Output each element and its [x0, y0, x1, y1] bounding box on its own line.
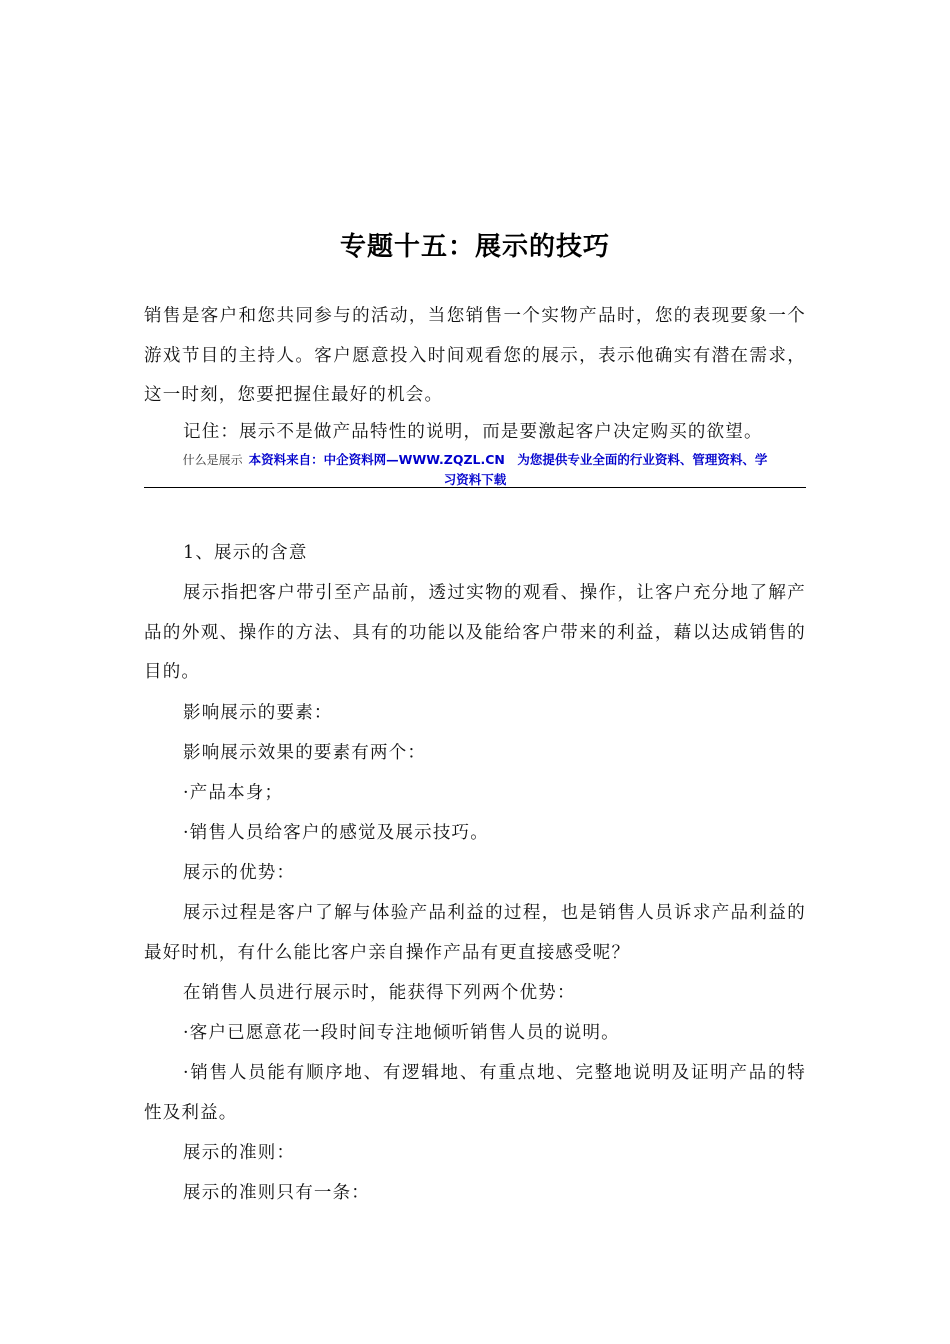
page-title: 专题十五：展示的技巧 [339, 232, 610, 262]
factor-item-1: ·产品本身； [183, 783, 284, 803]
source-header [144, 450, 806, 489]
intro-paragraph: 销售是客户和您共同参与的活动，当您销售一个实物产品时，您的表现要象一个游戏节目的主持人。客户愿意投入时间观看您的展示，表示他确实有潜在需求，这一时刻，您要把握住最好的机会。 [144, 306, 806, 405]
source-link[interactable]: 本资料来自：中企资料网—WWW.ZQZL.CN 为您提供专业全面的行业资料、管理资料、学 [248, 452, 768, 467]
advantage-heading: 展示的优势： [183, 863, 296, 883]
factor-item-2: ·销售人员给客户的感觉及展示技巧。 [183, 823, 489, 843]
advantage-item-1: ·客户已愿意花一段时间专注地倾听销售人员的说明。 [183, 1023, 620, 1043]
header-divider [144, 487, 806, 488]
rule-intro: 展示的准则只有一条： [183, 1183, 370, 1203]
remember-paragraph: 记住：展示不是做产品特性的说明，而是要激起客户决定购买的欲望。 [183, 422, 763, 442]
source-link-continued[interactable]: 习资料下载 [443, 472, 507, 487]
advantage-intro: 在销售人员进行展示时，能获得下列两个优势： [183, 983, 576, 1003]
definition-paragraph: 展示指把客户带引至产品前，透过实物的观看、操作，让客户充分地了解产品的外观、操作的方法、具有的功能以及能给客户带来的利益，藉以达成销售的目的。 [144, 583, 806, 682]
header-topic: 什么是展示 [182, 453, 243, 467]
section-heading: 1、展示的含意 [183, 543, 308, 563]
advantage-paragraph: 展示过程是客户了解与体验产品利益的过程，也是销售人员诉求产品利益的最好时机，有什么能比客户亲自操作产品有更直接感受呢？ [144, 903, 806, 963]
factors-heading: 影响展示的要素： [183, 703, 333, 723]
factors-intro: 影响展示效果的要素有两个： [183, 743, 427, 763]
rule-heading: 展示的准则： [183, 1143, 296, 1163]
advantage-item-2: ·销售人员能有顺序地、有逻辑地、有重点地、完整地说明及证明产品的特性及利益。 [144, 1063, 806, 1123]
